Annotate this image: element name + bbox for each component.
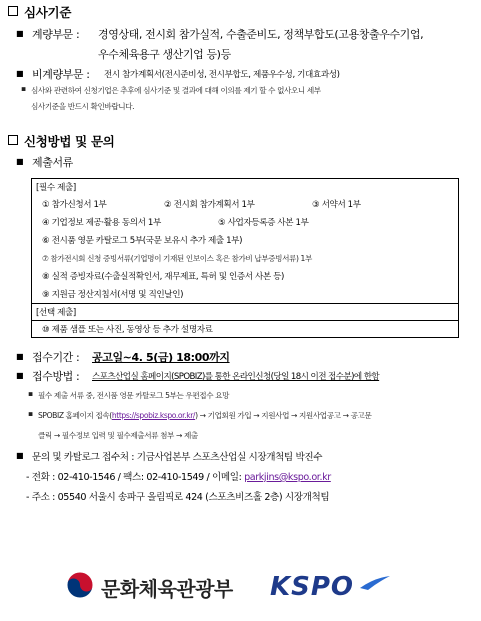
spobiz-link[interactable]: https://spobiz.kspo.or.kr/ [111, 411, 196, 420]
nonquant-text: 전시 참가계획서(전시준비성, 전시부합도, 제품우수성, 기대효과성) [104, 70, 340, 80]
doc-item-2: ② 전시회 참가계획서 1부 [164, 200, 255, 210]
bullet-square: ■ [16, 371, 24, 380]
bullet-square: ■ [16, 29, 24, 38]
criteria-note-2: 심사기준을 반드시 확인바랍니다. [31, 102, 135, 111]
quant-text-2: 우수체육용구 생산기업 등)등 [98, 48, 231, 61]
email-link[interactable]: parkjins@kspo.or.kr [244, 472, 331, 483]
note-bullet: ▪ [21, 84, 26, 93]
sub-bullet: ▪ [28, 409, 33, 418]
ministry-name: 문화체육관광부 [101, 577, 233, 601]
doc-item-9: ⑨ 지원금 정산지침서(서명 및 직인날인) [42, 290, 184, 300]
box-divider [31, 303, 459, 304]
doc-item-1: ① 참가신청서 1부 [42, 200, 107, 210]
section-title-criteria: 심사기준 [24, 5, 72, 20]
box-divider [31, 320, 459, 321]
section-checkbox-1 [8, 6, 18, 16]
docs-label: 제출서류 [32, 156, 73, 169]
doc-item-6: ⑥ 전시품 영문 카탈로그 5부(국문 보유시 추가 제출 1부) [42, 236, 243, 246]
method-sub-3: 클릭 → 필수정보 입력 및 필수제출서류 첨부 → 제출 [38, 431, 198, 440]
doc-item-3: ③ 서약서 1부 [312, 200, 361, 210]
bullet-square: ■ [16, 352, 24, 361]
criteria-note-1: 심사와 관련하여 신청기업은 추후에 심사기준 및 결과에 대해 이의를 제기 할 수 없사오니 세부 [31, 86, 321, 95]
bullet-square: ■ [16, 157, 24, 166]
contact-info: 문의 및 카탈로그 접수처 : 기금사업본부 스포츠산업실 시장개척팀 박진수 [32, 452, 323, 463]
optional-header: [선택 제출] [36, 308, 76, 318]
phone-fax-email: - 전화 : 02-410-1546 / 팩스: 02-410-1549 / 이메일: parkjins@kspo.or.kr [26, 472, 331, 483]
kspo-wordmark: KSPO [270, 572, 355, 602]
method-sub-2: SPOBIZ 홈페이지 접속(https://spobiz.kspo.or.kr/) → 기업회원 가입 → 지원사업 → 지원사업공고 → 공고문 [38, 411, 372, 420]
required-header: [필수 제출] [36, 183, 76, 193]
section-title-application: 신청방법 및 문의 [24, 134, 115, 149]
kspo-swoosh-icon [360, 576, 390, 590]
quant-label: 계량부문 : [32, 28, 80, 41]
method-value: 스포츠산업실 홈페이지(SPOBIZ)를 통한 온라인신청(당일 18시 이전 접수분)에 한함 [92, 372, 380, 382]
bullet-square: ■ [16, 451, 24, 460]
doc-item-7: ⑦ 참가전시회 신청 증빙서류(기업명이 기재된 인보이스 혹은 참가비 납부증빙서류) 1부 [42, 254, 312, 263]
ministry-emblem-icon [65, 570, 95, 600]
section-checkbox-2 [8, 135, 18, 145]
period-value: 공고일~4. 5(금) 18:00까지 [92, 351, 230, 364]
address: - 주소 : 05540 서울시 송파구 올림픽로 424 (스포츠비즈홀 2층) 시장개척팀 [26, 492, 330, 503]
doc-item-5: ⑤ 사업자등록증 사본 1부 [218, 218, 309, 228]
quant-text: 경영상태, 전시회 참가실적, 수출준비도, 정책부합도(고용창출우수기업, [98, 28, 424, 41]
sub-bullet: ▪ [28, 389, 33, 398]
doc-item-8: ⑧ 실적 증빙자료(수출실적확인서, 재무제표, 특허 및 인증서 사본 등) [42, 272, 284, 282]
bullet-square: ■ [16, 69, 24, 78]
nonquant-label: 비계량부문 : [32, 68, 90, 81]
period-label: 접수기간 : [32, 351, 80, 364]
doc-item-10: ⑩ 제품 샘플 또는 사진, 동영상 등 추가 설명자료 [42, 325, 213, 335]
method-label: 접수방법 : [32, 370, 80, 383]
method-sub-1: 필수 제출 서류 중, 전시품 영문 카탈로그 5부는 우편접수 요망 [38, 391, 230, 400]
doc-item-4: ④ 기업정보 제공·활용 동의서 1부 [42, 218, 161, 228]
